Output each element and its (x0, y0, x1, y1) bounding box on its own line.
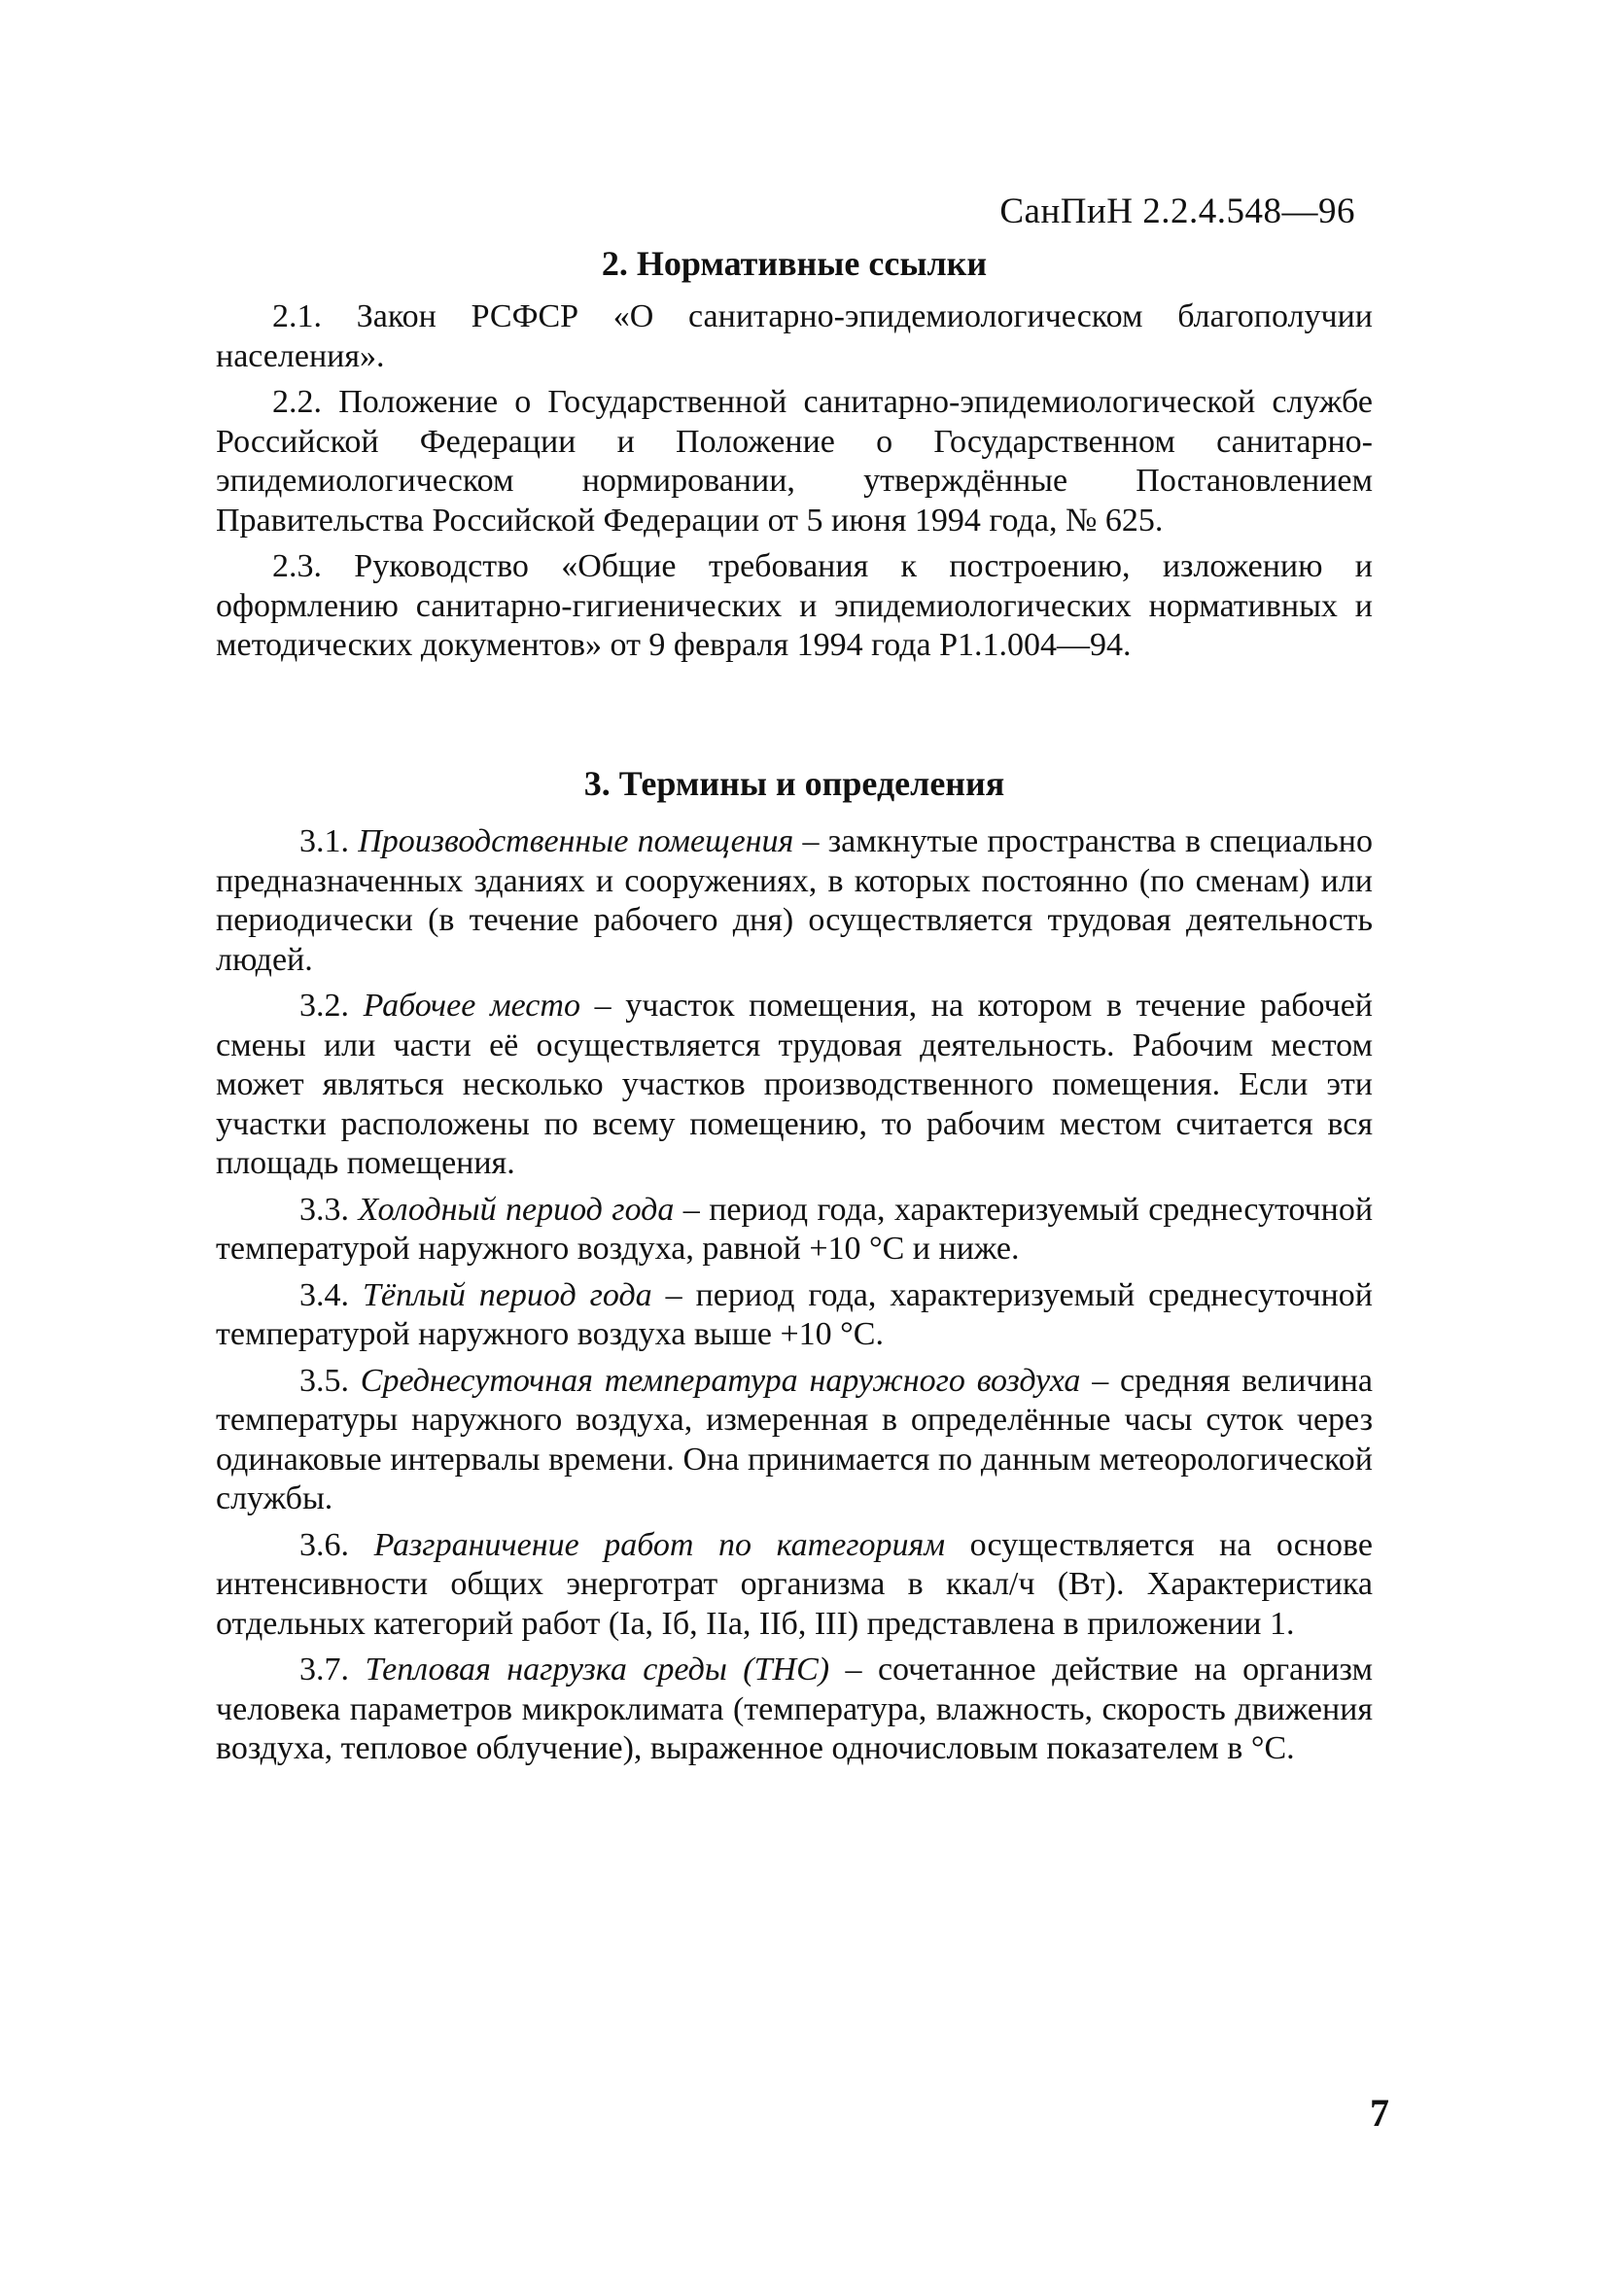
term-name: Холодный период года (358, 1191, 675, 1228)
paragraph-3-2 (216, 987, 1373, 1184)
term-name: Производственные помещения (358, 823, 794, 859)
item-number: 3.3. (299, 1191, 349, 1228)
item-number: 3.6. (299, 1526, 349, 1563)
paragraph-2-2 (216, 383, 1373, 540)
item-text: Закон РСФСР «О санитарно-эпидемиологическом благополучии населения». (216, 298, 1373, 374)
term-definition: – средняя величина температуры наружного воздуха, измеренная в определённые часы суток через одинаковые интервалы времени. Она принимается по данным метеорологической службы. (216, 1362, 1373, 1516)
paragraph-3-1 (216, 822, 1373, 980)
item-number: 3.1. (299, 823, 349, 859)
item-number: 3.4. (299, 1276, 349, 1313)
term-name: Рабочее место (363, 988, 580, 1024)
section-title-references: 2. Нормативные ссылки (601, 244, 988, 283)
term-name: Среднесуточная температура наружного воздуха (360, 1362, 1081, 1399)
document-code: СанПиН 2.2.4.548—96 (999, 191, 1355, 231)
term-definition: – период года, характеризуемый среднесуточной температурой наружного воздуха, равной +10 °С и ниже. (216, 1191, 1374, 1267)
terms-section (216, 822, 1373, 1776)
paragraph-3-3 (216, 1191, 1373, 1270)
item-number: 3.7. (299, 1652, 349, 1687)
term-definition: осуществляется на основе интенсивности общих энерготрат организма в ккал/ч (Вт). Характеристика отдельных категорий работ (Iа, Iб, IIа, IIб, III) представлена в приложении 1. (216, 1526, 1373, 1642)
paragraph-3-5 (216, 1362, 1373, 1519)
term-name: Разграничение работ по категориям (373, 1526, 946, 1563)
paragraph-2-1 (216, 297, 1373, 376)
term-name: Тёплый период года (362, 1276, 652, 1313)
item-number: 2.3. (272, 548, 322, 584)
section-title-terms: 3. Термины и определения (583, 764, 1005, 803)
term-definition: – замкнутые пространства в специально предназначенных зданиях и сооружениях, в которых постоянно (по сменам) или периодически (в течение рабочего дня) осуществляется трудовая деятельность людей. (216, 823, 1374, 978)
references-section (216, 297, 1373, 673)
term-name: Тепловая нагрузка среды (ТНС) (365, 1652, 830, 1687)
paragraph-3-6 (216, 1526, 1373, 1645)
paragraph-3-7 (216, 1651, 1373, 1769)
term-definition: – период года, характеризуемый среднесуточной температурой наружного воздуха выше +10 °С. (216, 1276, 1374, 1352)
paragraph-2-3 (216, 547, 1373, 666)
item-number: 3.5. (299, 1362, 349, 1399)
page-number: 7 (1370, 2091, 1389, 2135)
term-definition: – участок помещения, на котором в течение рабочей смены или части её осуществляется трудовая деятельность. Рабочим местом может являться несколько участков производственного помещения. Если эти участки расположены по всему помещению, то рабочим местом считается вся площадь помещения. (216, 988, 1373, 1181)
term-definition: – сочетанное действие на организм человека параметров микроклимата (температура, влажность, скорость движения воздуха, тепловое облучение), выраженное одночисловым показателем в °С. (216, 1652, 1373, 1766)
item-text: Положение о Государственной санитарно-эпидемиологической службе Российской Федерации и Положение о Государственном санитарно-эпидемиологическом нормировании, утверждённые Постановлением Правительства Российской Федерации от 5 июня 1994 года, № 625. (216, 384, 1373, 539)
item-number: 3.2. (299, 988, 349, 1024)
item-number: 2.1. (272, 298, 322, 334)
item-number: 2.2. (272, 384, 322, 420)
paragraph-3-4 (216, 1276, 1373, 1355)
item-text: Руководство «Общие требования к построению, изложению и оформлению санитарно-гигиенических и эпидемиологических нормативных и методических документов» от 9 февраля 1994 года Р1.1.004—94. (216, 548, 1373, 663)
